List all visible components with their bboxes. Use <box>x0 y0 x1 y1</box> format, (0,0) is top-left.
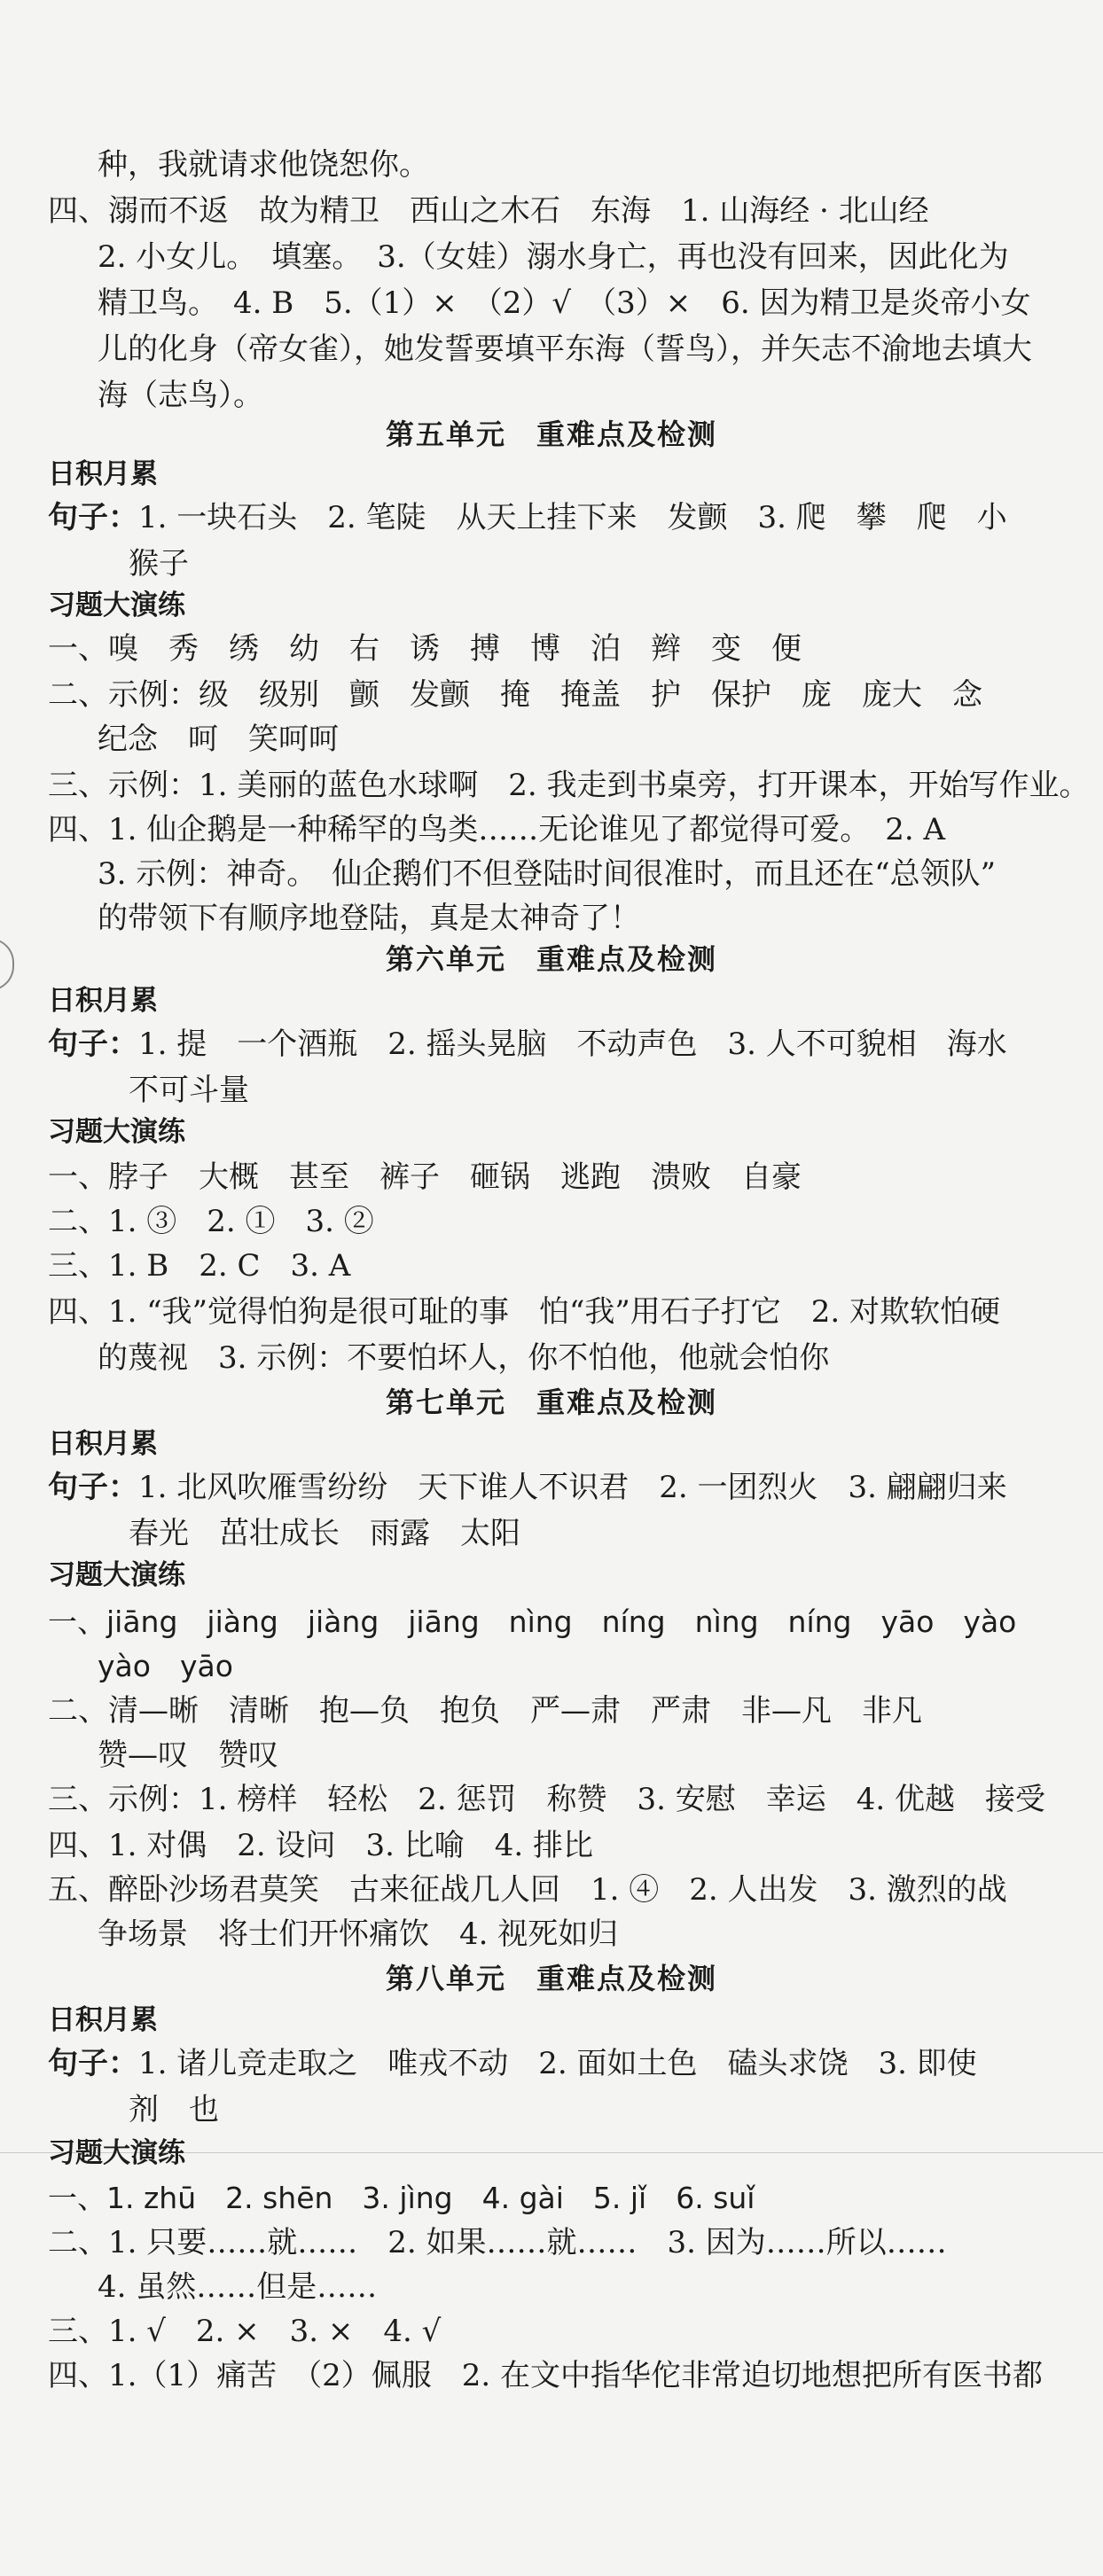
unit7-q2-line-1: 二、清—晰 清晰 抱—负 抱负 严—肃 严肃 非—凡 非凡 <box>48 1693 922 1729</box>
unit7-q3: 三、示例：1. 榜样 轻松 2. 惩罚 称赞 3. 安慰 幸运 4. 优越 接受 <box>48 1782 1045 1817</box>
unit6-q2: 二、1. ③ 2. ① 3. ② <box>48 1204 374 1239</box>
unit7-q1-line-1: 一、jiāng jiàng jiàng jiāng nìng níng nìng níng yāo yào <box>48 1604 1017 1639</box>
unit8-q2-line-2: 4. 虽然……但是…… <box>98 2269 378 2305</box>
unit8-sentence-line-1 <box>48 2042 1076 2085</box>
unit6-q4-line-2: 的蔑视 3. 示例：不要怕坏人，你不怕他，他就会怕你 <box>98 1340 830 1376</box>
unit7-q1-line-2: yào yāo <box>98 1649 233 1683</box>
unit8-q1: 一、1. zhū 2. shēn 3. jìng 4. gài 5. jǐ 6. suǐ <box>48 2181 755 2215</box>
unit8-title: 第八单元 重难点及检测 <box>385 1962 717 1995</box>
unit8-sentence-line-2: 剂 也 <box>129 2092 219 2127</box>
unit7-sentence-line-1 <box>48 1466 1076 1509</box>
intro-line-1: 种，我就请求他饶恕你。 <box>98 147 429 183</box>
unit5-q3: 三、示例：1. 美丽的蓝色水球啊 2. 我走到书桌旁，打开课本，开始写作业。 <box>48 768 1090 803</box>
unit7-title: 第七单元 重难点及检测 <box>385 1386 717 1419</box>
unit8-q2-line-1: 二、1. 只要……就…… 2. 如果……就…… 3. 因为……所以…… <box>48 2225 947 2260</box>
unit6-title: 第六单元 重难点及检测 <box>385 942 717 976</box>
unit6-sentence-line-2: 不可斗量 <box>129 1073 249 1108</box>
unit6-sentence-label: 句子： <box>48 1026 138 1062</box>
intro-line-4: 精卫鸟。 4. B 5.（1）× （2）√ （3）× 6. 因为精卫是炎帝小女 <box>98 285 1031 321</box>
unit5-rijiyuelei-heading: 日积月累 <box>48 458 158 490</box>
unit5-sentence-line-2: 猴子 <box>129 546 189 582</box>
unit6-q1: 一、脖子 大概 甚至 裤子 砸锅 逃跑 溃败 自豪 <box>48 1159 802 1195</box>
unit7-q5-line-2: 争场景 将士们开怀痛饮 4. 视死如归 <box>98 1916 619 1952</box>
intro-line-5: 儿的化身（帝女雀），她发誓要填平东海（誓鸟），并矢志不渝地去填大 <box>98 332 1032 367</box>
unit6-rijiyuelei-heading: 日积月累 <box>48 985 158 1017</box>
unit5-xiti-heading: 习题大演练 <box>48 589 185 621</box>
unit8-q3: 三、1. √ 2. × 3. × 4. √ <box>48 2314 442 2349</box>
unit8-xiti-heading: 习题大演练 <box>48 2137 185 2169</box>
unit8-sentence-label: 句子： <box>48 2046 138 2081</box>
intro-line-6: 海（志鸟）。 <box>98 378 263 413</box>
intro-line-3: 2. 小女儿。 填塞。 3.（女娃）溺水身亡，再也没有回来，因此化为 <box>98 239 1009 275</box>
unit7-q4: 四、1. 对偶 2. 设问 3. 比喻 4. 排比 <box>48 1828 593 1863</box>
unit7-sentence-text: 1. 北风吹雁雪纷纷 天下谁人不识君 2. 一团烈火 3. 翩翩归来 <box>138 1470 1007 1505</box>
intro-line-2: 四、溺而不返 故为精卫 西山之木石 东海 1. 山海经 · 北山经 <box>48 193 929 229</box>
unit7-sentence-label: 句子： <box>48 1470 138 1505</box>
unit5-sentence-label: 句子： <box>48 500 138 535</box>
unit5-q2-line-1: 二、示例：级 级别 颤 发颤 掩 掩盖 护 保护 庞 庞大 念 <box>48 677 982 713</box>
unit5-q2-line-2: 纪念 呵 笑呵呵 <box>98 722 339 757</box>
unit5-title: 第五单元 重难点及检测 <box>385 418 717 451</box>
unit6-q3: 三、1. B 2. C 3. A <box>48 1248 351 1284</box>
unit7-q5-line-1: 五、醉卧沙场君莫笑 古来征战几人回 1. ④ 2. 人出发 3. 激烈的战 <box>48 1872 1007 1908</box>
unit5-q4-line-1: 四、1. 仙企鹅是一种稀罕的鸟类……无论谁见了都觉得可爱。 2. A <box>48 812 946 847</box>
unit5-q1: 一、嗅 秀 绣 幼 右 诱 搏 博 泊 辫 变 便 <box>48 631 802 667</box>
unit8-rijiyuelei-heading: 日积月累 <box>48 2004 158 2036</box>
unit6-q4-line-1: 四、1. “我”觉得怕狗是很可耻的事 怕“我”用石子打它 2. 对欺软怕硬 <box>48 1294 1001 1330</box>
unit5-sentence-text: 1. 一块石头 2. 笔陡 从天上挂下来 发颤 3. 爬 攀 爬 小 <box>138 500 1007 535</box>
unit6-sentence-line-1 <box>48 1023 1076 1066</box>
unit8-sentence-text: 1. 诸儿竞走取之 唯戎不动 2. 面如土色 磕头求饶 3. 即使 <box>138 2046 977 2081</box>
unit8-q4: 四、1.（1）痛苦 （2）佩服 2. 在文中指华佗非常迫切地想把所有医书都 <box>48 2358 1043 2393</box>
unit7-rijiyuelei-heading: 日积月累 <box>48 1428 158 1460</box>
unit6-xiti-heading: 习题大演练 <box>48 1116 185 1148</box>
unit7-xiti-heading: 习题大演练 <box>48 1559 185 1591</box>
unit5-sentence-line-1 <box>48 496 1076 539</box>
unit7-sentence-line-2: 春光 茁壮成长 雨露 太阳 <box>129 1516 520 1551</box>
unit6-sentence-text: 1. 提 一个酒瓶 2. 摇头晃脑 不动声色 3. 人不可貌相 海水 <box>138 1026 1007 1062</box>
unit5-q4-line-2: 3. 示例：神奇。 仙企鹅们不但登陆时间很准时，而且还在“总领队” <box>98 856 997 892</box>
unit7-q2-line-2: 赞—叹 赞叹 <box>98 1737 278 1773</box>
unit5-q4-line-3: 的带领下有顺序地登陆，真是太神奇了！ <box>98 901 640 936</box>
